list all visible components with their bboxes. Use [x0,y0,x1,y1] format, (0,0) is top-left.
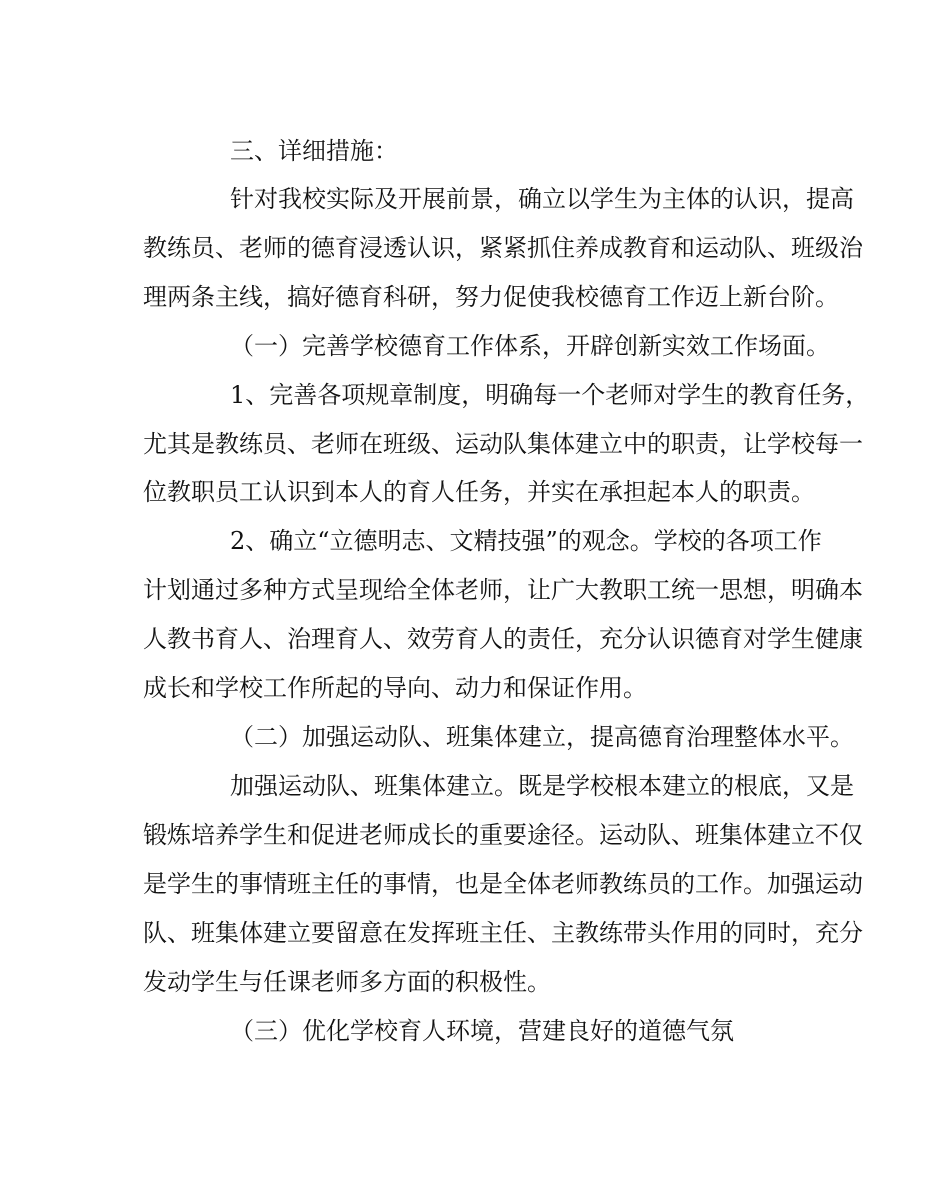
paragraph-line: 发动学生与任课老师多方面的积极性。 [143,968,551,996]
paragraph-line: 教练员、老师的德育浸透认识，紧紧抓住养成教育和运动队、班级治 [143,234,863,262]
section-heading: 三、详细措施： [230,137,398,165]
paragraph-line: 队、班集体建立要留意在发挥班主任、主教练带头作用的同时，充分 [143,919,863,947]
paragraph-line: 2、确立“立德明志、文精技强”的观念。学校的各项工作 [230,527,822,555]
paragraph-line: 是学生的事情班主任的事情，也是全体老师教练员的工作。加强运动 [143,870,863,898]
paragraph-line: 加强运动队、班集体建立。既是学校根本建立的根底，又是 [230,772,854,800]
subsection-heading: （二）加强运动队、班集体建立，提高德育治理整体水平。 [230,723,854,751]
subsection-heading: （一）完善学校德育工作体系，开辟创新实效工作场面。 [230,332,830,360]
paragraph-line: 针对我校实际及开展前景，确立以学生为主体的认识，提高 [230,185,854,213]
paragraph-line: 计划通过多种方式呈现给全体老师，让广大教职工统一思想，明确本 [143,576,863,604]
paragraph-line: 人教书育人、治理育人、效劳育人的责任，充分认识德育对学生健康 [143,625,863,653]
paragraph-line: 尤其是教练员、老师在班级、运动队集体建立中的职责，让学校每一 [143,430,863,458]
paragraph-line: 锻炼培养学生和促进老师成长的重要途径。运动队、班集体建立不仅 [143,821,863,849]
paragraph-line: 位教职员工认识到本人的育人任务，并实在承担起本人的职责。 [143,478,815,506]
paragraph-line: 成长和学校工作所起的导向、动力和保证作用。 [143,674,647,702]
paragraph-line: 理两条主线，搞好德育科研，努力促使我校德育工作迈上新台阶。 [143,283,839,311]
subsection-heading: （三）优化学校育人环境，营建良好的道德气氛 [230,1017,734,1045]
paragraph-line: 1、完善各项规章制度，明确每一个老师对学生的教育任务， [230,381,870,409]
